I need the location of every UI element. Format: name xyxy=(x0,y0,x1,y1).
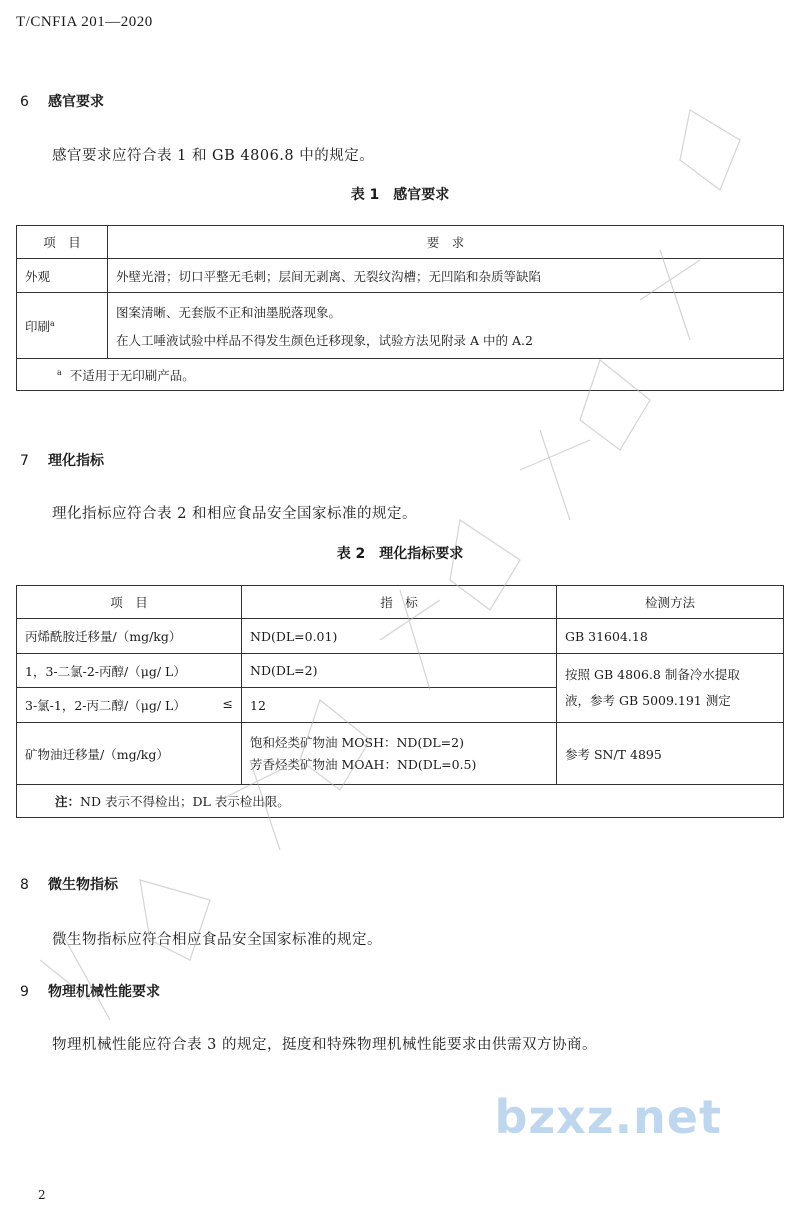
table-1-row2-item-label: 印刷 xyxy=(25,318,51,334)
table-1-row1-requirement: 外壁光滑；切口平整无毛刺；层间无剥离、无裂纹沟槽；无凹陷和杂质等缺陷 xyxy=(108,259,784,293)
section-8-heading xyxy=(20,874,118,894)
document-code-header: T/CNFIA 201—2020 xyxy=(16,14,153,30)
table-2-head-item: 项 目 xyxy=(17,586,242,619)
table-2-r3-value: 12 xyxy=(242,688,557,723)
table-1-row2-req-line1: 图案清晰、无套版不正和油墨脱落现象。 xyxy=(116,304,342,320)
section-9-number: 9 xyxy=(20,984,29,1000)
table-2-head-value: 指 标 xyxy=(242,586,557,619)
table-2-note xyxy=(17,785,784,818)
table-1-row2-requirement xyxy=(108,293,784,359)
table-2-note-text: ND 表示不得检出；DL 表示检出限。 xyxy=(80,794,290,809)
table-2-r4-value-line2: 芳香烃类矿物油 MOAH：ND(DL=0.5) xyxy=(250,756,477,772)
table-2-r1-item: 丙烯酰胺迁移量/（mg/kg） xyxy=(17,619,242,654)
table-2-r1-method: GB 31604.18 xyxy=(557,619,784,654)
less-equal-sign: ≤ xyxy=(222,696,233,711)
table-row xyxy=(17,293,784,359)
section-6-number: 6 xyxy=(20,94,29,110)
section-7-paragraph: 理化指标应符合表 2 和相应食品安全国家标准的规定。 xyxy=(52,506,417,522)
table-1-head-requirement: 要 求 xyxy=(108,226,784,259)
table-1-row1-item: 外观 xyxy=(17,259,108,293)
section-9-title: 物理机械性能要求 xyxy=(48,984,160,1000)
table-2-r1-value: ND(DL=0.01) xyxy=(242,619,557,654)
table-2-r3-item xyxy=(17,688,242,723)
table-2-r2-item: 1，3-二氯-2-丙醇/（μg/ L） xyxy=(17,654,242,688)
table-2-r4-method: 参考 SN/T 4895 xyxy=(557,723,784,785)
table-1-head-item: 项 目 xyxy=(17,226,108,259)
table-row xyxy=(17,723,784,785)
table-2-r4-value xyxy=(242,723,557,785)
table-2-r3-item-label: 3-氯-1，2-丙二醇/（μg/ L） xyxy=(25,698,186,713)
footnote-marker: a xyxy=(57,367,62,377)
table-2-head-method: 检测方法 xyxy=(557,586,784,619)
section-8-number: 8 xyxy=(20,877,29,893)
section-9-heading xyxy=(20,981,160,1001)
table-2-r4-item: 矿物油迁移量/（mg/kg） xyxy=(17,723,242,785)
table-row xyxy=(17,259,784,293)
section-6-heading xyxy=(20,91,104,111)
table-1 xyxy=(16,225,784,391)
table-1-footnote-text: 不适用于无印刷产品。 xyxy=(69,367,195,383)
section-7-heading xyxy=(20,450,104,470)
table-2-r23-method-line1: 按照 GB 4806.8 制备冷水提取 xyxy=(565,667,740,682)
page-number: 2 xyxy=(38,1188,46,1202)
site-watermark: bzxz.net xyxy=(494,1090,722,1144)
table-2-r23-method-line2: 液，参考 GB 5009.191 测定 xyxy=(565,693,731,708)
section-8-paragraph: 微生物指标应符合相应食品安全国家标准的规定。 xyxy=(52,932,382,948)
table-row xyxy=(17,654,784,688)
table-2 xyxy=(16,585,784,818)
section-6-paragraph: 感官要求应符合表 1 和 GB 4806.8 中的规定。 xyxy=(52,148,375,164)
section-7-title: 理化指标 xyxy=(48,453,104,469)
table-1-row2-req-line2: 在人工唾液试验中样品不得发生颜色迁移现象，试验方法见附录 A 中的 A.2 xyxy=(116,332,533,348)
section-7-number: 7 xyxy=(20,453,29,469)
table-1-caption: 表 1 感官要求 xyxy=(350,187,450,203)
table-2-caption: 表 2 理化指标要求 xyxy=(336,546,464,562)
table-1-footnote xyxy=(17,359,784,391)
footnote-marker: a xyxy=(50,318,55,328)
table-2-r23-method xyxy=(557,654,784,723)
table-2-r4-value-line1: 饱和烃类矿物油 MOSH：ND(DL=2) xyxy=(250,734,464,750)
table-row xyxy=(17,619,784,654)
table-1-row2-item xyxy=(17,293,108,359)
section-8-title: 微生物指标 xyxy=(48,877,118,893)
table-2-note-label: 注： xyxy=(55,794,81,809)
section-9-paragraph: 物理机械性能应符合表 3 的规定，挺度和特殊物理机械性能要求由供需双方协商。 xyxy=(52,1037,597,1053)
table-2-r2-value: ND(DL=2) xyxy=(242,654,557,688)
section-6-title: 感官要求 xyxy=(48,94,104,110)
